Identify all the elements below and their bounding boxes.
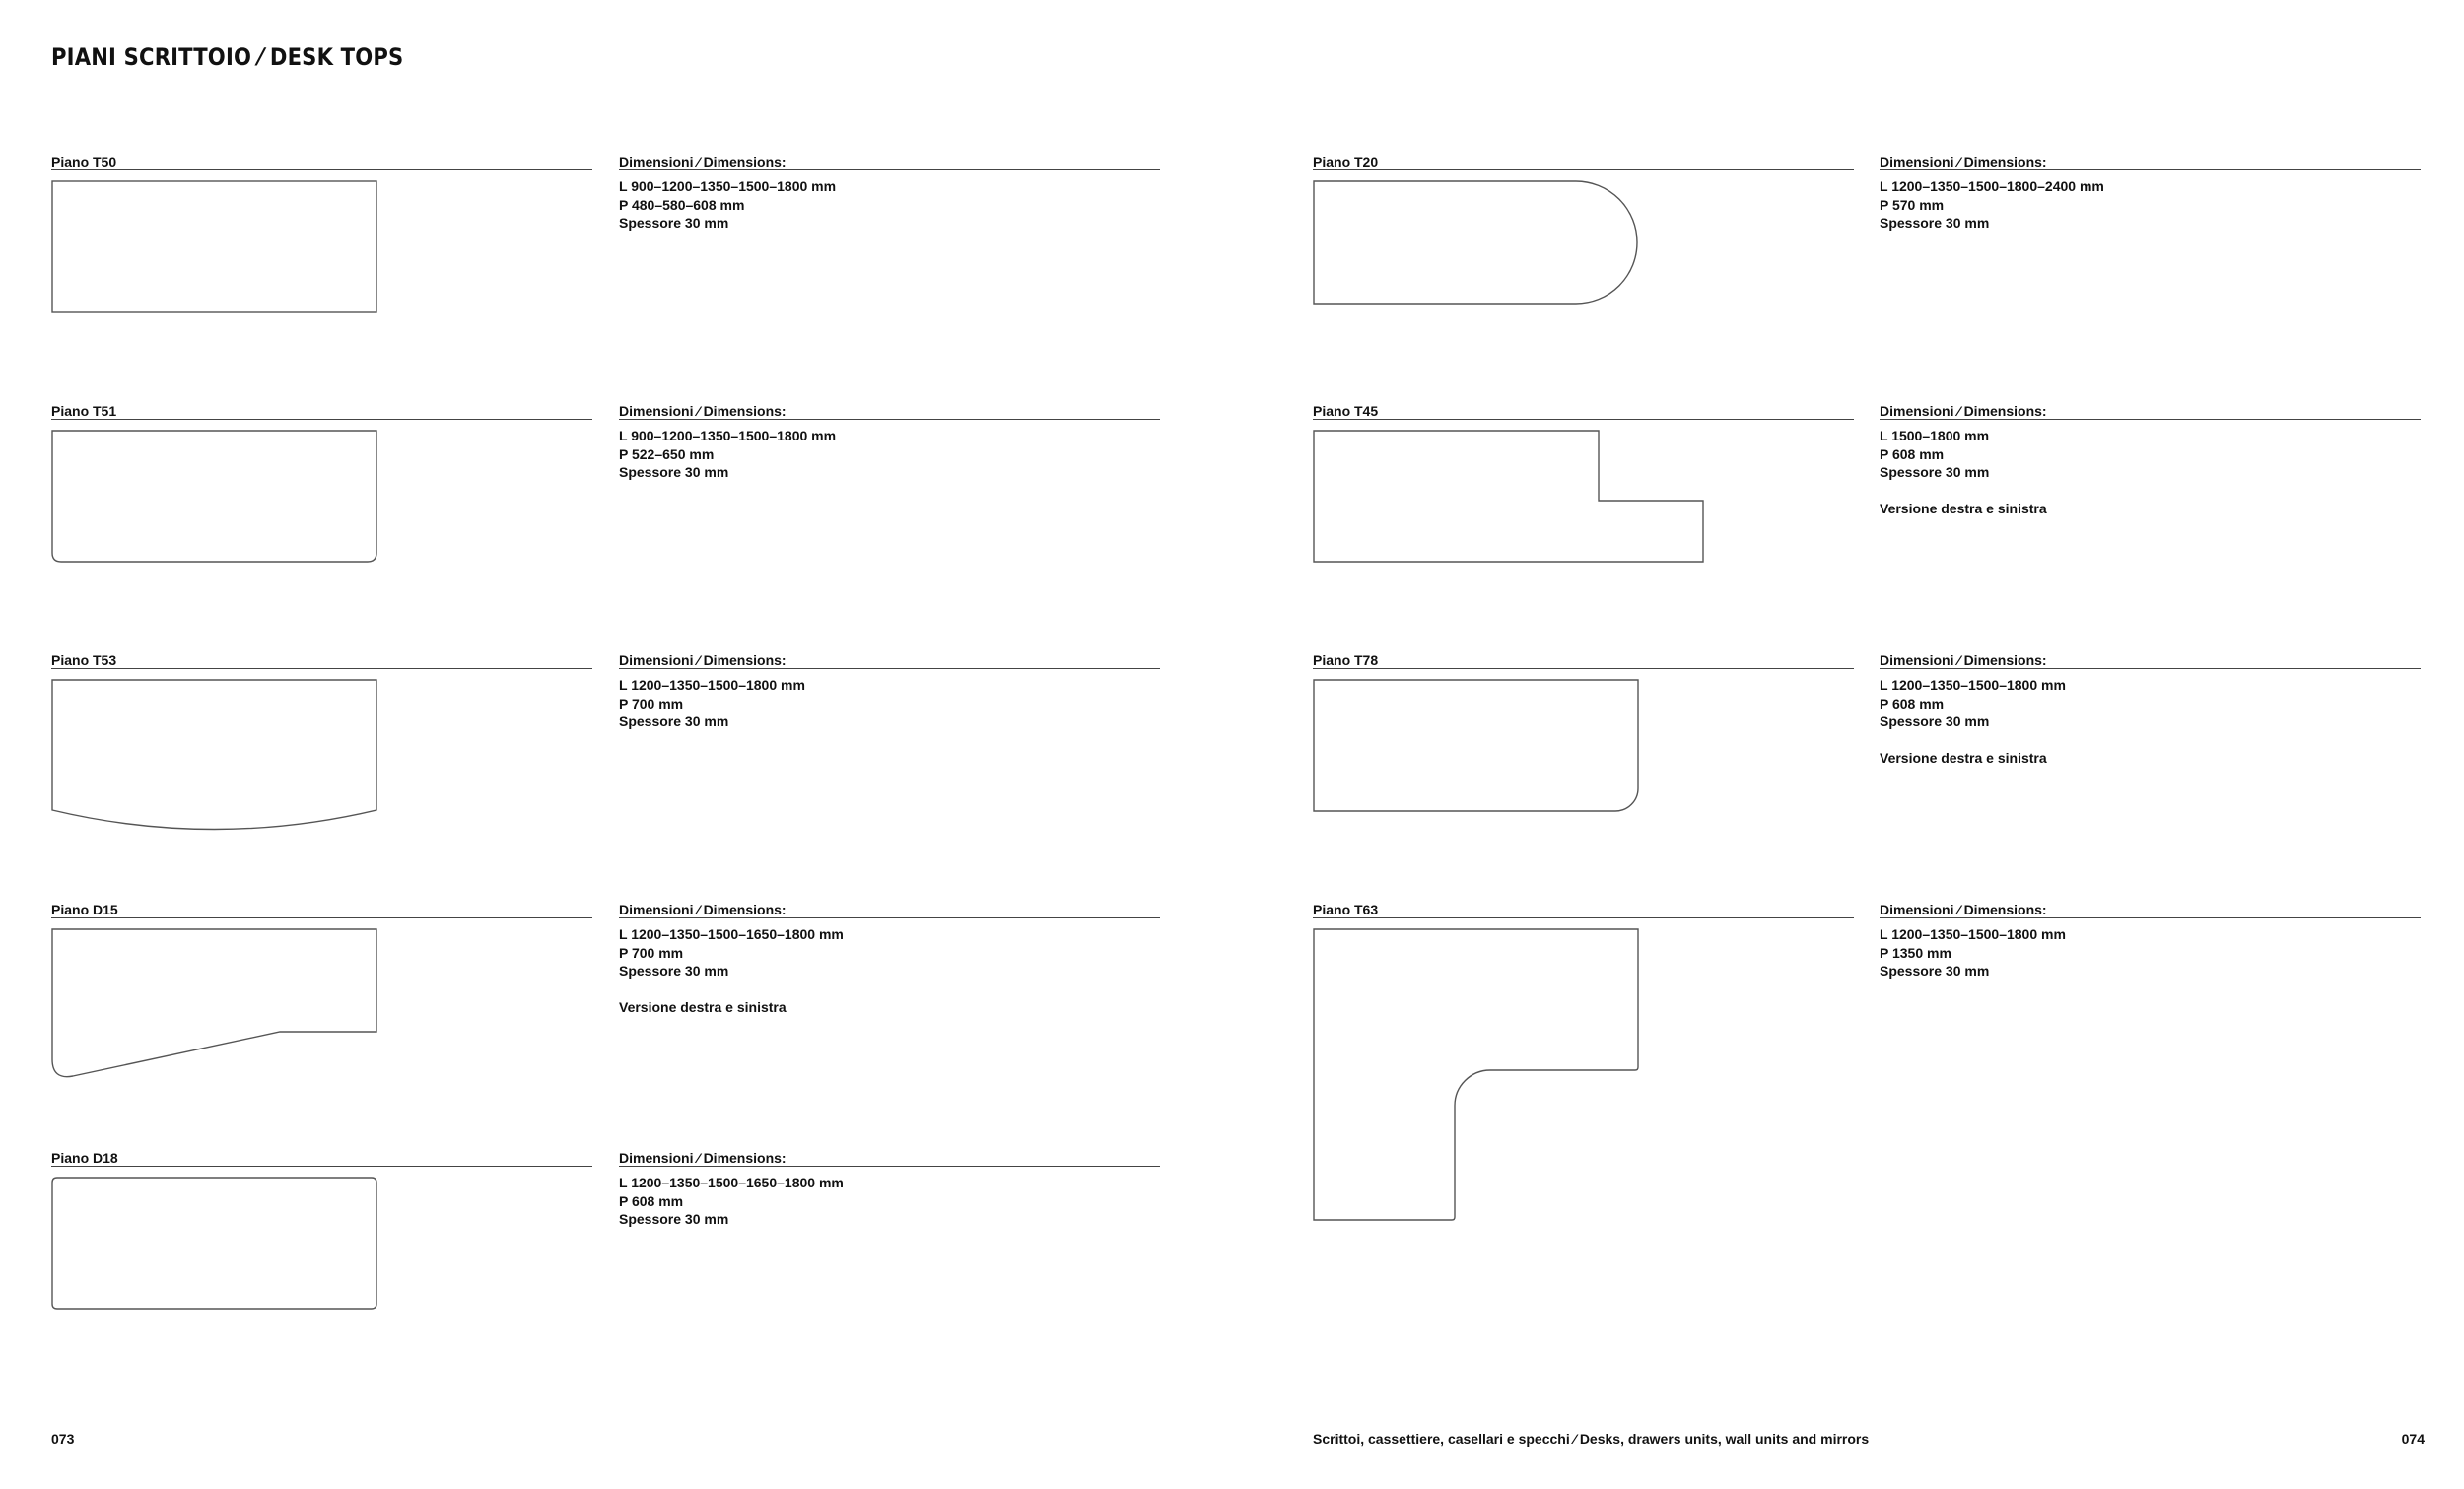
dimensions-list	[619, 427, 836, 482]
thickness-spec: Spessore 30 mm	[1880, 713, 1990, 729]
depth-spec: P 700 mm	[619, 944, 684, 961]
depth-spec: P 570 mm	[1880, 196, 1945, 213]
thickness-spec: Spessore 30 mm	[1880, 464, 1990, 480]
divider	[51, 917, 592, 918]
divider	[619, 419, 1160, 420]
version-note: Versione destra e sinistra	[1880, 501, 2047, 516]
length-spec: L 1200–1350–1500–1800 mm	[1880, 926, 2066, 942]
thickness-spec: Spessore 30 mm	[619, 713, 729, 729]
depth-spec: P 608 mm	[619, 1192, 684, 1209]
length-spec: L 900–1200–1350–1500–1800 mm	[619, 178, 837, 194]
divider	[1880, 917, 2421, 918]
thickness-spec: Spessore 30 mm	[619, 1211, 729, 1227]
product-name: Piano T45	[1313, 403, 1379, 419]
divider	[51, 1166, 592, 1167]
product-name: Piano D15	[51, 902, 118, 917]
dimensions-list	[1880, 177, 2104, 233]
page-number-left: 073	[51, 1431, 75, 1447]
product-name: Piano T53	[51, 652, 117, 668]
divider	[619, 1166, 1160, 1167]
divider	[619, 668, 1160, 669]
dimensions-heading: Dimensioni ⁄ Dimensions:	[619, 403, 787, 419]
desk-shape-t45-drawing	[1313, 430, 1707, 564]
divider	[1313, 419, 1854, 420]
desk-shape-d15-drawing	[51, 928, 379, 1081]
dimensions-list	[619, 676, 805, 731]
depth-spec: P 608 mm	[1880, 695, 1945, 711]
length-spec: L 900–1200–1350–1500–1800 mm	[619, 428, 837, 443]
dimensions-list	[619, 925, 844, 1017]
product-name: Piano T50	[51, 154, 117, 169]
version-note: Versione destra e sinistra	[1880, 750, 2047, 766]
product-name: Piano T78	[1313, 652, 1379, 668]
desk-shape-d18-drawing	[51, 1177, 379, 1311]
length-spec: L 1200–1350–1500–1650–1800 mm	[619, 926, 844, 942]
divider	[51, 169, 592, 170]
dimensions-list	[619, 1174, 844, 1229]
desk-shape-t78-drawing	[1313, 679, 1641, 813]
dimensions-list	[1880, 427, 2047, 518]
desk-shape-t53-drawing	[51, 679, 379, 835]
divider	[1313, 169, 1854, 170]
product-name: Piano D18	[51, 1150, 118, 1166]
dimensions-heading: Dimensioni ⁄ Dimensions:	[619, 1150, 787, 1166]
thickness-spec: Spessore 30 mm	[1880, 215, 1990, 231]
depth-spec: P 700 mm	[619, 695, 684, 711]
length-spec: L 1200–1350–1500–1800 mm	[619, 677, 805, 693]
dimensions-heading: Dimensioni ⁄ Dimensions:	[1880, 154, 2047, 169]
divider	[51, 668, 592, 669]
length-spec: L 1500–1800 mm	[1880, 428, 1990, 443]
product-name: Piano T63	[1313, 902, 1379, 917]
product-name: Piano T51	[51, 403, 117, 419]
page-number-right: 074	[2401, 1431, 2425, 1447]
page-title: PIANI SCRITTOIO ⁄ DESK TOPS	[51, 43, 404, 71]
dimensions-list	[1880, 925, 2066, 981]
divider	[619, 917, 1160, 918]
desk-shape-t50-drawing	[51, 180, 379, 314]
section-footer: Scrittoi, cassettiere, casellari e specchi ⁄ Desks, drawers units, wall units and mirrors	[1313, 1431, 1870, 1447]
dimensions-heading: Dimensioni ⁄ Dimensions:	[1880, 652, 2047, 668]
divider	[1880, 169, 2421, 170]
dimensions-heading: Dimensioni ⁄ Dimensions:	[1880, 403, 2047, 419]
depth-spec: P 522–650 mm	[619, 445, 715, 462]
desk-shape-t20-drawing	[1313, 180, 1641, 306]
divider	[1313, 668, 1854, 669]
depth-spec: P 608 mm	[1880, 445, 1945, 462]
dimensions-list	[1880, 676, 2066, 768]
divider	[1880, 668, 2421, 669]
thickness-spec: Spessore 30 mm	[619, 215, 729, 231]
dimensions-list	[619, 177, 836, 233]
dimensions-heading: Dimensioni ⁄ Dimensions:	[619, 652, 787, 668]
desk-shape-t51-drawing	[51, 430, 379, 564]
divider	[51, 419, 592, 420]
desk-shape-t63-drawing	[1313, 928, 1641, 1224]
thickness-spec: Spessore 30 mm	[619, 464, 729, 480]
thickness-spec: Spessore 30 mm	[619, 963, 729, 979]
dimensions-heading: Dimensioni ⁄ Dimensions:	[619, 154, 787, 169]
dimensions-heading: Dimensioni ⁄ Dimensions:	[619, 902, 787, 917]
divider	[1313, 917, 1854, 918]
depth-spec: P 1350 mm	[1880, 944, 1951, 961]
length-spec: L 1200–1350–1500–1800 mm	[1880, 677, 2066, 693]
divider	[1880, 419, 2421, 420]
length-spec: L 1200–1350–1500–1800–2400 mm	[1880, 178, 2104, 194]
dimensions-heading: Dimensioni ⁄ Dimensions:	[1880, 902, 2047, 917]
divider	[619, 169, 1160, 170]
length-spec: L 1200–1350–1500–1650–1800 mm	[619, 1175, 844, 1190]
thickness-spec: Spessore 30 mm	[1880, 963, 1990, 979]
depth-spec: P 480–580–608 mm	[619, 196, 745, 213]
version-note: Versione destra e sinistra	[619, 999, 787, 1015]
product-name: Piano T20	[1313, 154, 1379, 169]
